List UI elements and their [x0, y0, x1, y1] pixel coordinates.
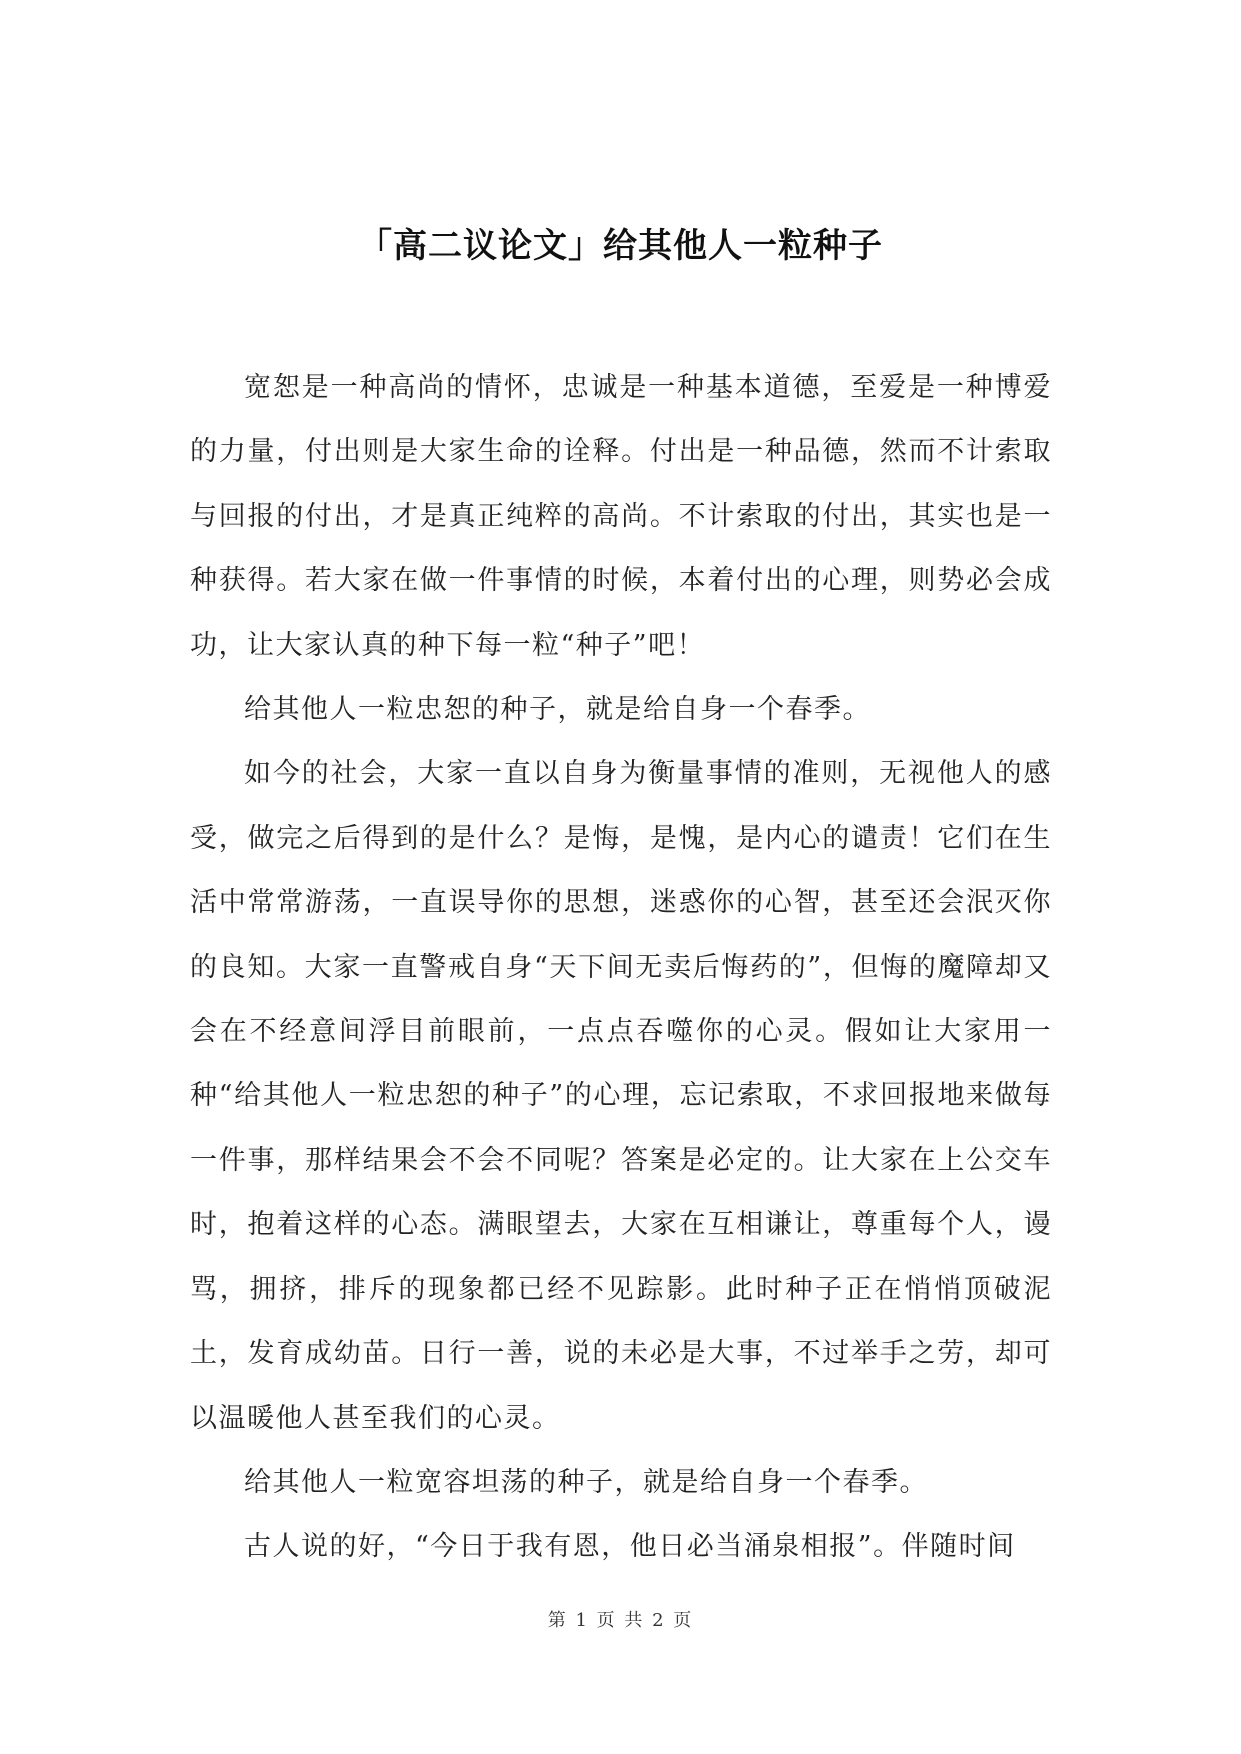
paragraph: 给其他人一粒忠恕的种子，就是给自身一个春季。: [244, 694, 871, 726]
document-title: 「高二议论文」给其他人一粒种子: [358, 226, 883, 266]
paragraph: 如今的社会，大家一直以自身为衡量事情的准则，无视他人的感受，做完之后得到的是什么？是悔，是愧，是内心的谴责！它们在生活中常常游荡，一直误导你的思想，迷惑你的心智，甚至还会泯灭你的良知。大家一直警戒自身“天下间无卖后悔药的”，但悔的魔障却又会在不经意间浮目前眼前，一点点吞噬你的心灵。假如让大家用一种“给其他人一粒忠恕的种子”的心理，忘记索取，不求回报地来做每一件事，那样结果会不会不同呢？答案是必定的。让大家在上公交车时，抱着这样的心态。满眼望去，大家在互相谦让，尊重每个人，谩骂，拥挤，排斥的现象都已经不见踪影。此时种子正在悄悄顶破泥土，发育成幼苗。日行一善，说的未必是大事，不过举手之劳，却可以温暖他人甚至我们的心灵。: [190, 758, 1052, 1434]
document-body: [190, 356, 1052, 1580]
paragraph: 宽恕是一种高尚的情怀，忠诚是一种基本道德，至爱是一种博爱的力量，付出则是大家生命的诠释。付出是一种品德，然而不计索取与回报的付出，才是真正纯粹的高尚。不计索取的付出，其实也是一种获得。若大家在做一件事情的时候，本着付出的心理，则势必会成功，让大家认真的种下每一粒“种子”吧！: [190, 372, 1052, 661]
paragraph: 给其他人一粒宽容坦荡的种子，就是给自身一个春季。: [244, 1466, 928, 1498]
paragraph: 古人说的好，“今日于我有恩，他日必当涌泉相报”。伴随时间: [244, 1531, 1016, 1563]
page-number: 第 1 页 共 2 页: [547, 1610, 694, 1631]
